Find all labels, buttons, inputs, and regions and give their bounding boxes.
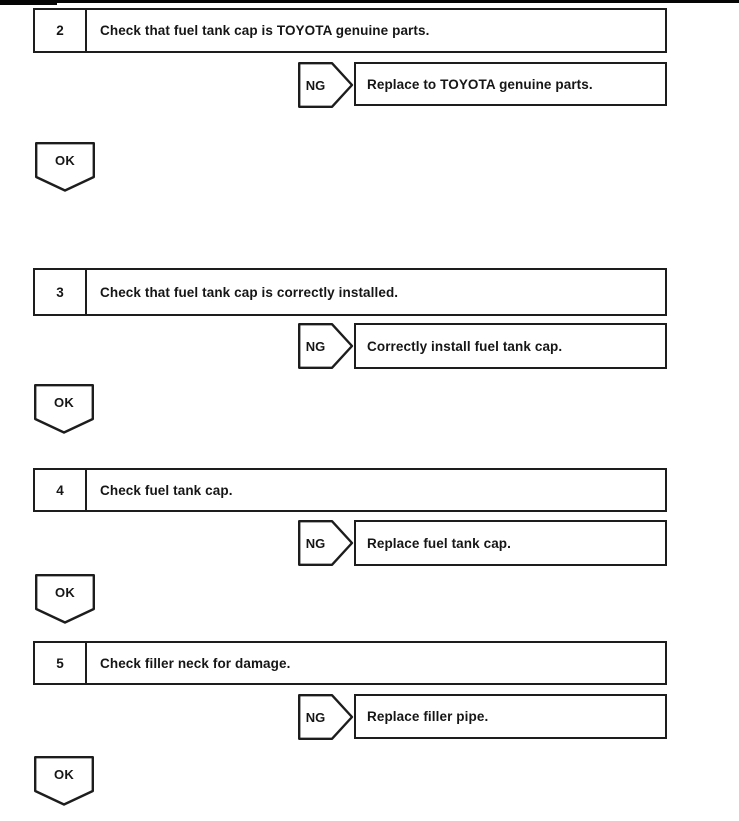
ng-label: NG <box>305 535 326 551</box>
ng-action-text: Correctly install fuel tank cap. <box>367 338 563 354</box>
ok-label: OK <box>54 585 76 600</box>
ng-arrow-tag <box>297 693 355 741</box>
ok-arrow-tag <box>34 141 96 193</box>
scan-artifact-top-bar-left <box>0 0 57 5</box>
step-box <box>33 268 667 316</box>
step-instruction: Check filler neck for damage. <box>100 655 291 671</box>
ng-action-box <box>354 694 667 739</box>
ng-arrow-tag <box>297 519 355 567</box>
ng-label: NG <box>305 338 326 354</box>
step-number: 4 <box>35 470 87 510</box>
ok-label: OK <box>54 153 76 168</box>
ng-label: NG <box>305 709 326 725</box>
ok-label: OK <box>53 767 75 782</box>
step-instruction: Check fuel tank cap. <box>100 482 233 498</box>
step-number: 2 <box>35 10 87 51</box>
ok-arrow-tag <box>33 755 95 807</box>
ng-action-text: Replace to TOYOTA genuine parts. <box>367 76 593 92</box>
ng-label: NG <box>305 77 326 93</box>
step-box <box>33 468 667 512</box>
ng-action-box <box>354 520 667 566</box>
ok-arrow-tag <box>33 383 95 435</box>
step-instruction: Check that fuel tank cap is correctly installed. <box>100 284 399 300</box>
scan-artifact-top-bar <box>0 0 739 3</box>
step-instruction: Check that fuel tank cap is TOYOTA genuine parts. <box>100 23 430 38</box>
ng-action-text: Replace fuel tank cap. <box>367 535 512 551</box>
ng-action-box <box>354 323 667 369</box>
ng-arrow-tag <box>297 61 355 109</box>
step-box <box>33 8 667 53</box>
ok-label: OK <box>53 395 75 410</box>
step-number: 5 <box>35 643 87 683</box>
ng-arrow-tag <box>297 322 355 370</box>
ng-action-box <box>354 62 667 106</box>
ng-action-text: Replace filler pipe. <box>367 709 489 724</box>
step-number: 3 <box>35 270 87 314</box>
ok-arrow-tag <box>34 573 96 625</box>
step-box <box>33 641 667 685</box>
